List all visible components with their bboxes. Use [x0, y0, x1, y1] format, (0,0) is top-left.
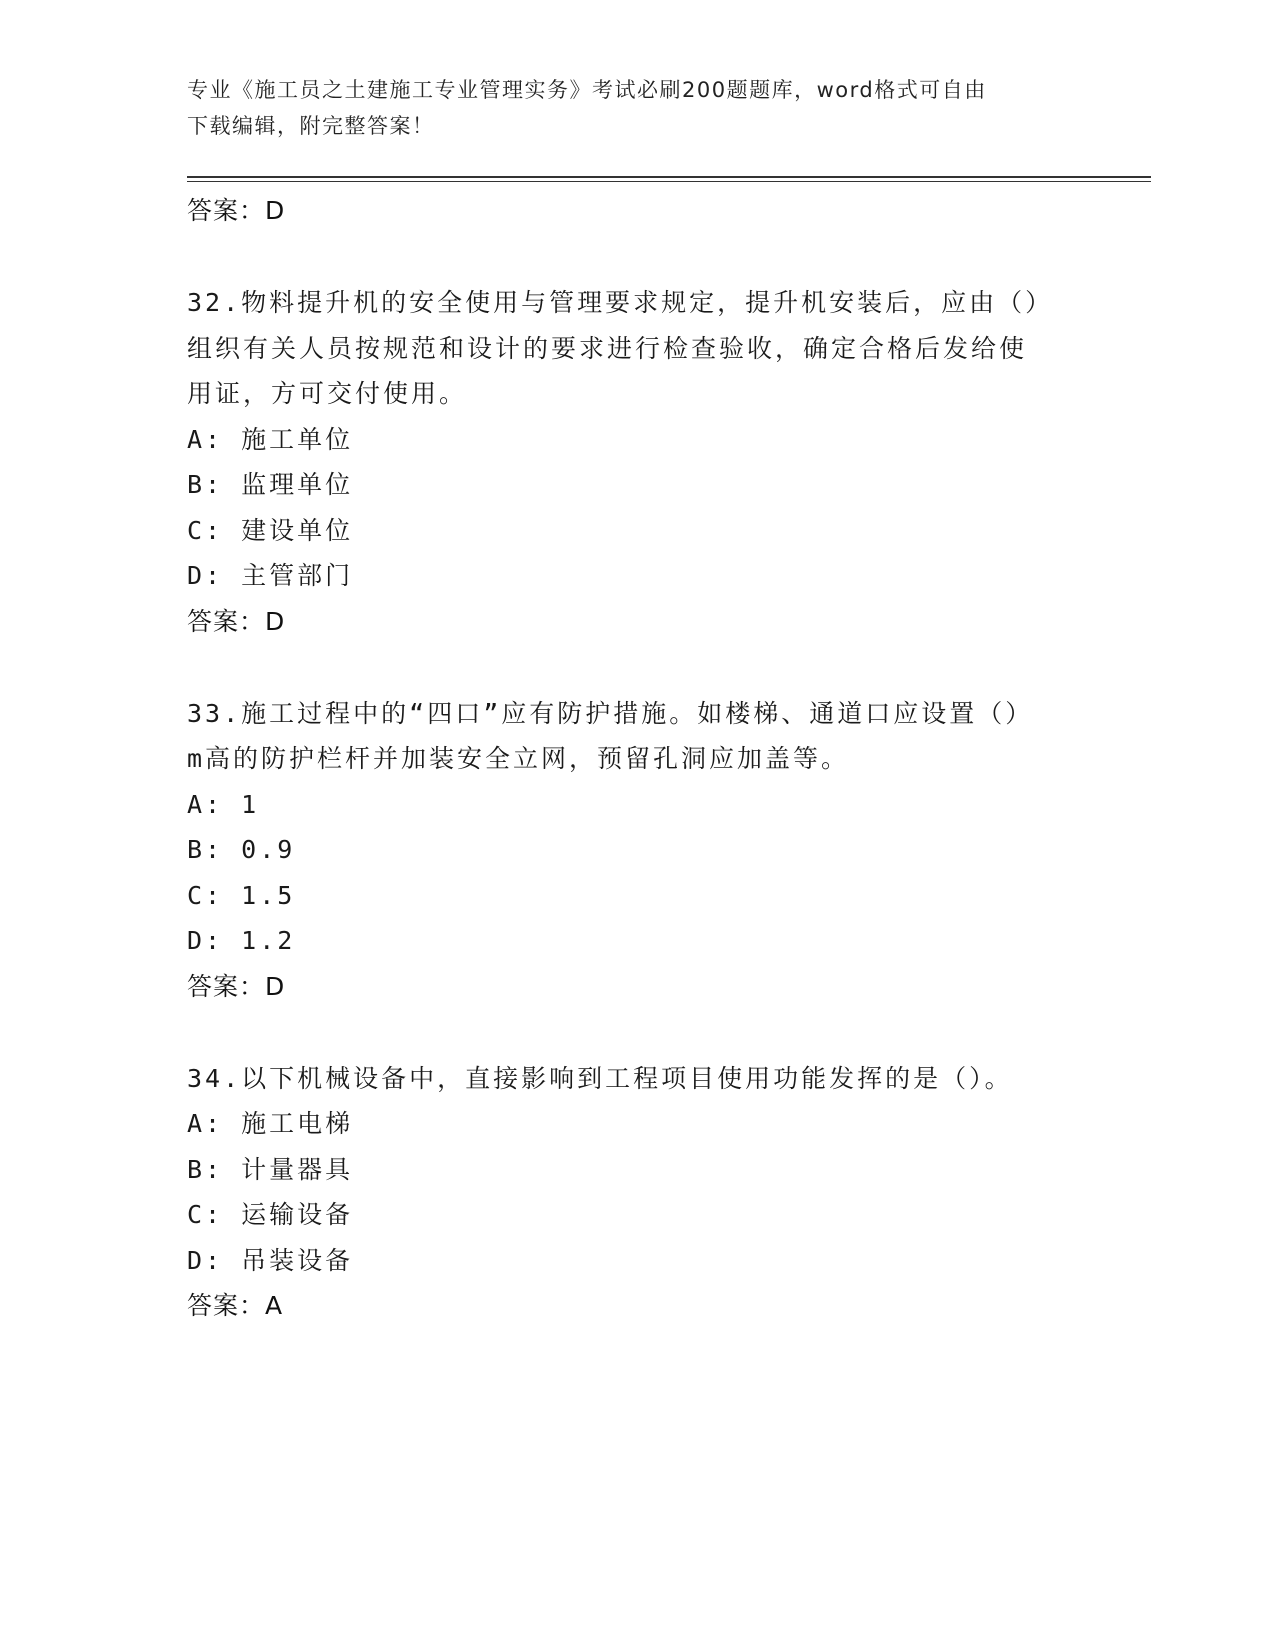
answer-line: 答案：A	[187, 1291, 284, 1320]
option-b: B: 监理单位	[187, 470, 354, 499]
option-a: A: 施工电梯	[187, 1109, 354, 1138]
previous-answer: 答案：D	[187, 196, 286, 225]
stem-line: 32.物料提升机的安全使用与管理要求规定，提升机安装后，应由（）	[187, 288, 1054, 317]
option-b: B: 0.9	[187, 835, 296, 864]
option-d: D: 1.2	[187, 926, 296, 955]
answer-line: 答案：D	[187, 606, 286, 636]
stem-line: 34.以下机械设备中，直接影响到工程项目使用功能发挥的是（）。	[187, 1063, 1013, 1093]
stem-line: 用证，方可交付使用。	[187, 379, 468, 408]
option-c: C: 1.5	[187, 880, 296, 910]
option-b: B: 计量器具	[187, 1154, 354, 1184]
option-c: C: 运输设备	[187, 1200, 354, 1229]
question-block	[187, 280, 1067, 644]
header-line-2: 下载编辑，附完整答案！	[187, 114, 435, 138]
question-stem	[187, 691, 1067, 782]
question-stem	[187, 1056, 1067, 1102]
option-d: D: 吊装设备	[187, 1245, 354, 1275]
stem-line: 33.施工过程中的“四口”应有防护措施。如楼梯、通道口应设置（）	[187, 698, 1034, 728]
question-block	[187, 1056, 1067, 1329]
option-a: A: 施工单位	[187, 424, 354, 454]
option-c: C: 建设单位	[187, 515, 354, 545]
stem-line: 组织有关人员按规范和设计的要求进行检查验收，确定合格后发给使	[187, 333, 1028, 363]
question-stem	[187, 280, 1067, 417]
option-a: A: 1	[187, 789, 260, 819]
question-list	[187, 188, 1067, 1328]
header-line-1: 专业《施工员之土建施工专业管理实务》考试必刷200题题库，word格式可自由	[187, 78, 987, 102]
answer-line: 答案：D	[187, 971, 286, 1001]
page-header	[187, 72, 1067, 144]
option-d: D: 主管部门	[187, 561, 354, 590]
header-divider-thin	[187, 181, 1151, 182]
header-divider-thick	[187, 176, 1151, 178]
stem-line: m高的防护栏杆并加装安全立网，预留孔洞应加盖等。	[187, 744, 850, 773]
question-block	[187, 691, 1067, 1009]
